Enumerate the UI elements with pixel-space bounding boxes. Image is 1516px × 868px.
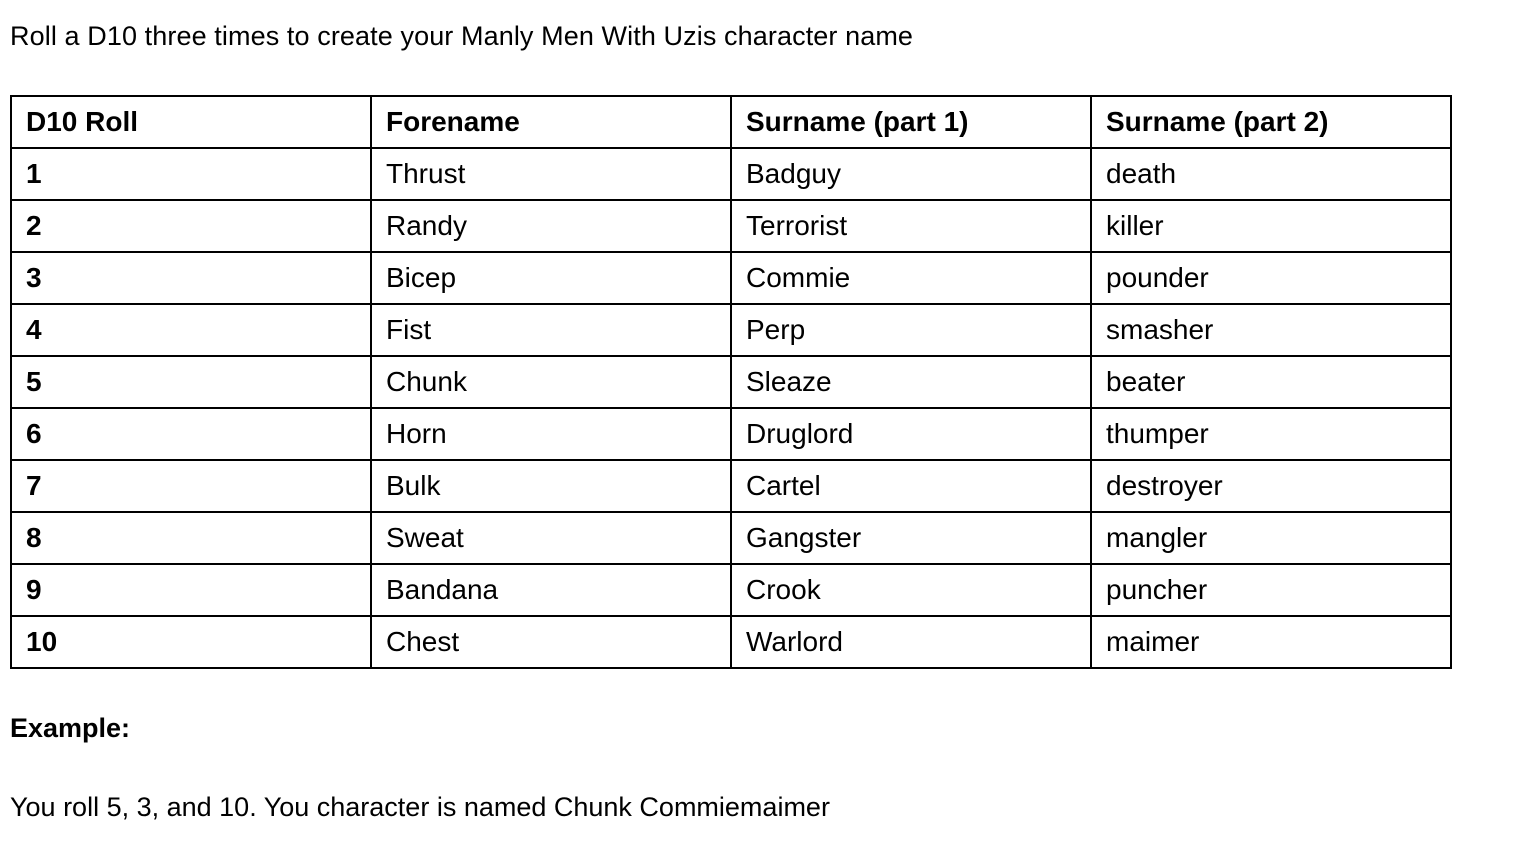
cell-forename: Sweat [371,512,731,564]
cell-surname-part-1: Warlord [731,616,1091,668]
table-row [11,460,1451,512]
cell-roll: 5 [11,356,371,408]
table-row [11,564,1451,616]
cell-forename: Bulk [371,460,731,512]
table-row [11,148,1451,200]
table-row [11,304,1451,356]
cell-surname-part-1: Druglord [731,408,1091,460]
table-row [11,356,1451,408]
example-paragraph: You roll 5, 3, and 10. You character is named Chunk Commiemaimer [10,792,830,822]
cell-roll: 2 [11,200,371,252]
cell-forename: Chest [371,616,731,668]
cell-surname-part-1: Terrorist [731,200,1091,252]
cell-roll: 10 [11,616,371,668]
cell-surname-part-1: Perp [731,304,1091,356]
character-name-table [10,95,1452,669]
column-header-d10-roll: D10 Roll [11,96,371,148]
cell-surname-part-1: Gangster [731,512,1091,564]
cell-forename: Randy [371,200,731,252]
cell-roll: 7 [11,460,371,512]
column-header-forename: Forename [371,96,731,148]
table-row [11,252,1451,304]
cell-surname-part-2: smasher [1091,304,1451,356]
cell-surname-part-2: mangler [1091,512,1451,564]
intro-paragraph: Roll a D10 three times to create your Manly Men With Uzis character name [10,21,914,51]
cell-forename: Horn [371,408,731,460]
cell-surname-part-1: Commie [731,252,1091,304]
cell-roll: 4 [11,304,371,356]
cell-surname-part-2: death [1091,148,1451,200]
table-row [11,616,1451,668]
column-header-surname-part-1: Surname (part 1) [731,96,1091,148]
example-heading: Example: [10,713,131,743]
cell-forename: Chunk [371,356,731,408]
cell-surname-part-2: destroyer [1091,460,1451,512]
cell-forename: Bicep [371,252,731,304]
cell-surname-part-2: beater [1091,356,1451,408]
cell-surname-part-2: puncher [1091,564,1451,616]
cell-surname-part-2: maimer [1091,616,1451,668]
cell-roll: 1 [11,148,371,200]
cell-roll: 3 [11,252,371,304]
table-row [11,200,1451,252]
cell-roll: 6 [11,408,371,460]
cell-forename: Bandana [371,564,731,616]
cell-surname-part-2: thumper [1091,408,1451,460]
table-header-row [11,96,1451,148]
table-row [11,408,1451,460]
cell-surname-part-2: pounder [1091,252,1451,304]
cell-surname-part-2: killer [1091,200,1451,252]
cell-surname-part-1: Cartel [731,460,1091,512]
cell-forename: Fist [371,304,731,356]
cell-forename: Thrust [371,148,731,200]
cell-roll: 8 [11,512,371,564]
cell-surname-part-1: Crook [731,564,1091,616]
cell-surname-part-1: Badguy [731,148,1091,200]
column-header-surname-part-2: Surname (part 2) [1091,96,1451,148]
table-row [11,512,1451,564]
cell-roll: 9 [11,564,371,616]
cell-surname-part-1: Sleaze [731,356,1091,408]
